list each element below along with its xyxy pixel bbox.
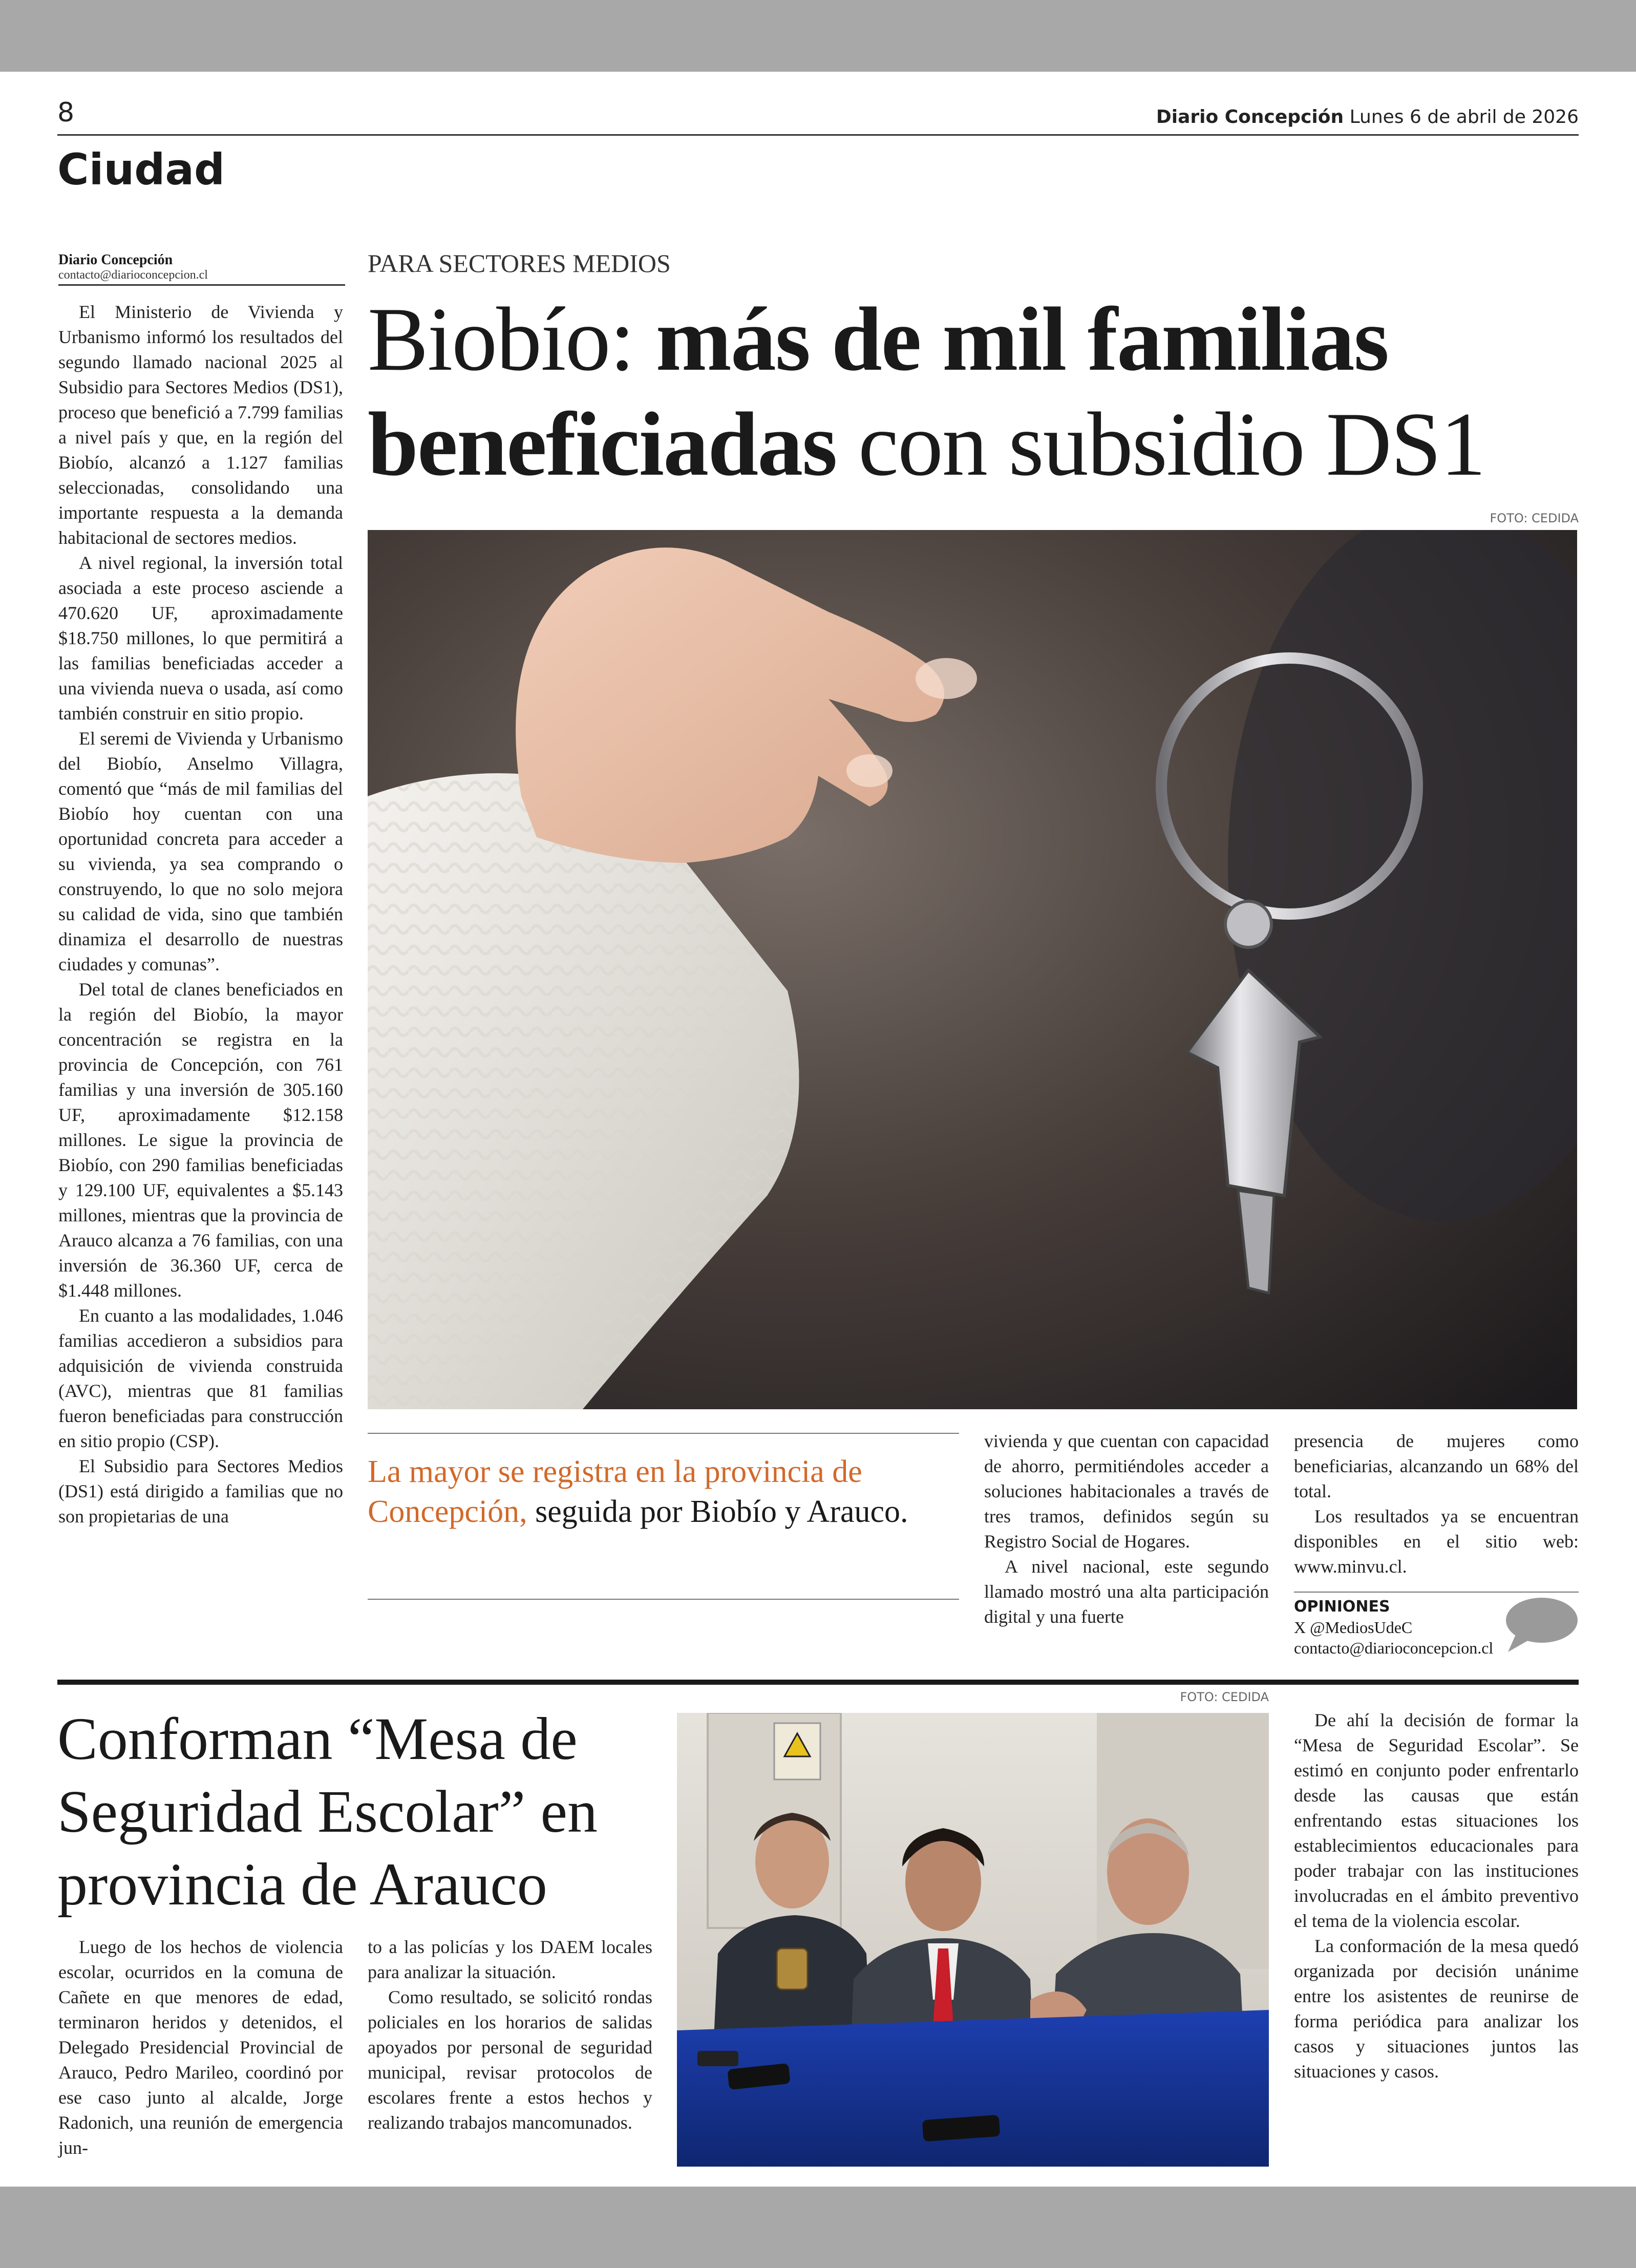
headline-part: Biobío: [368, 288, 656, 390]
main-story-column-4 [1294, 1429, 1579, 1579]
main-story-column-1 [58, 300, 343, 1529]
main-headline [368, 287, 1586, 497]
opinions-email: contacto@diarioconcepcion.cl [1294, 1639, 1494, 1657]
main-story-column-3 [984, 1429, 1269, 1629]
headline-part: con subsidio DS1 [836, 393, 1485, 495]
byline-email: contacto@diarioconcepcion.cl [58, 268, 208, 282]
speech-bubble-icon [1505, 1597, 1579, 1653]
paragraph: A nivel nacional, este segundo llamado mostró una alta participación digital y una fuerte [984, 1556, 1269, 1627]
byline-rule [58, 284, 345, 286]
paragraph: De ahí la decisión de formar la “Mesa de Seguridad Escolar”. Se estimó en conjunto poder enfrentarlo desde las causas que están enfrentando estas situaciones los establecimientos educacionales para poder trabajar con las instituciones involucradas en el ámbito preventivo el tema de la violencia escolar. [1294, 1710, 1579, 1931]
paragraph: En cuanto a las modalidades, 1.046 familias accedieron a subsidios para adquisición de vivienda construida (AVC), mientras que 81 familias fueron beneficiadas para construcción en sitio propio (CSP). [58, 1305, 343, 1451]
opinions-rule [1294, 1592, 1579, 1593]
paragraph: A nivel regional, la inversión total asociada a este proceso asciende a 470.620 UF, aproximadamente $18.750 millones, lo que permitirá a las familias beneficiadas acceder a una vivienda nueva o usada, así como también construir en sitio propio. [58, 553, 343, 724]
photo-credit: FOTO: CEDIDA [1490, 511, 1579, 525]
paragraph: presencia de mujeres como beneficiarias, alcanzando un 68% del total. [1294, 1431, 1579, 1501]
opinions-handle: X @MediosUdeC [1294, 1618, 1413, 1637]
story-divider [57, 1680, 1579, 1685]
paragraph: Del total de clanes beneficiados en la región del Biobío, la mayor concentración se registra en la provincia de Concepción, con 761 familias y una inversión de 305.160 UF, aproximadamente $12.158 millones. Le sigue la provincia de Biobío, con 290 familias beneficiadas y 129.100 UF, equivalentes a $5.143 millones, mientras que la provincia de Arauco alcanza a 76 familias, con una inversión de 36.360 UF, cerca de $1.448 millones. [58, 979, 343, 1301]
second-story-column-2 [368, 1935, 652, 2135]
pullquote-rule-top [368, 1433, 959, 1434]
paragraph: Como resultado, se solicitó rondas policiales en los horarios de salidas apoyados por personal de seguridad municipal, revisar protocolos de escolares frente a estos hechos y realizando trabajos mancomunados. [368, 1987, 652, 2133]
paragraph: Luego de los hechos de violencia escolar, ocurridos en la comuna de Cañete en que menores de edad, terminaron heridos y detenidos, el Delegado Presidencial Provincial de Arauco, Pedro Marileo, coordinó por ese caso junto al alcalde, Jorge Radonich, una reunión de emergencia jun- [58, 1937, 343, 2158]
masthead-line [1156, 107, 1579, 128]
hand-holding-key-image [368, 530, 1577, 1409]
second-story-column-3 [1294, 1708, 1579, 2084]
issue-date: Lunes 6 de abril de 2026 [1349, 107, 1579, 128]
headline-part: beneficiadas [368, 393, 837, 495]
blue-table [677, 2010, 1269, 2167]
opinions-title: OPINIONES [1294, 1598, 1390, 1616]
paragraph: La conformación de la mesa quedó organizada por decisión unánime entre los asistentes de reunirse de forma periódica para analizar los casos y situaciones juntos las situaciones y casos. [1294, 1936, 1579, 2082]
paper-name: Diario Concepción [1156, 107, 1344, 128]
pull-quote-text: seguida por Biobío y Arauco. [527, 1494, 908, 1529]
pull-quote-highlight: La mayor se registra en la provincia de Concepción, [368, 1454, 862, 1529]
kicker: PARA SECTORES MEDIOS [368, 249, 671, 278]
headline-part: más de mil familias [655, 288, 1389, 390]
photo-credit: FOTO: CEDIDA [1180, 1690, 1269, 1704]
meeting-image [677, 1713, 1269, 2167]
pull-quote [368, 1452, 959, 1532]
second-story-column-1 [58, 1935, 343, 2160]
paragraph: El seremi de Vivienda y Urbanismo del Biobío, Anselmo Villagra, comentó que “más de mil familias del Biobío hoy cuentan con una oportunidad concreta para acceder a su vivienda, ya sea comprando o construyendo, lo que no solo mejora su calidad de vida, sino que también dinamiza el desarrollo de nuestras ciudades y comunas”. [58, 728, 343, 974]
byline [58, 252, 345, 286]
section-title: Ciudad [57, 144, 225, 195]
paragraph: vivienda y que cuentan con capacidad de ahorro, permitiéndoles acceder a soluciones habitacionales a través de tres tramos, definidos según su Registro Social de Hogares. [984, 1431, 1269, 1552]
byline-name: Diario Concepción [58, 252, 173, 268]
page-number: 8 [57, 97, 75, 128]
paragraph: to a las policías y los DAEM locales para analizar la situación. [368, 1937, 652, 1982]
second-headline: Conforman “Mesa de Seguridad Escolar” en provincia de Arauco [57, 1705, 598, 1918]
opinions-box [1294, 1597, 1579, 1673]
second-photo-meeting [677, 1713, 1269, 2167]
pullquote-rule-bottom [368, 1599, 959, 1600]
paragraph: Los resultados ya se encuentran disponibles en el sitio web: www.minvu.cl. [1294, 1506, 1579, 1577]
paragraph: El Ministerio de Vivienda y Urbanismo informó los resultados del segundo llamado nacional 2025 al Subsidio para Sectores Medios (DS1), proceso que benefició a 7.799 familias a nivel país y que, en la región del Biobío, alcanzó a 1.127 familias seleccionadas, consolidando una importante respuesta a la demanda habitacional de sectores medios. [58, 302, 343, 548]
main-photo-keys [368, 530, 1577, 1409]
newspaper-page [0, 72, 1636, 2187]
header-rule [57, 134, 1579, 136]
paragraph: El Subsidio para Sectores Medios (DS1) está dirigido a familias que no son propietarias de una [58, 1456, 343, 1527]
